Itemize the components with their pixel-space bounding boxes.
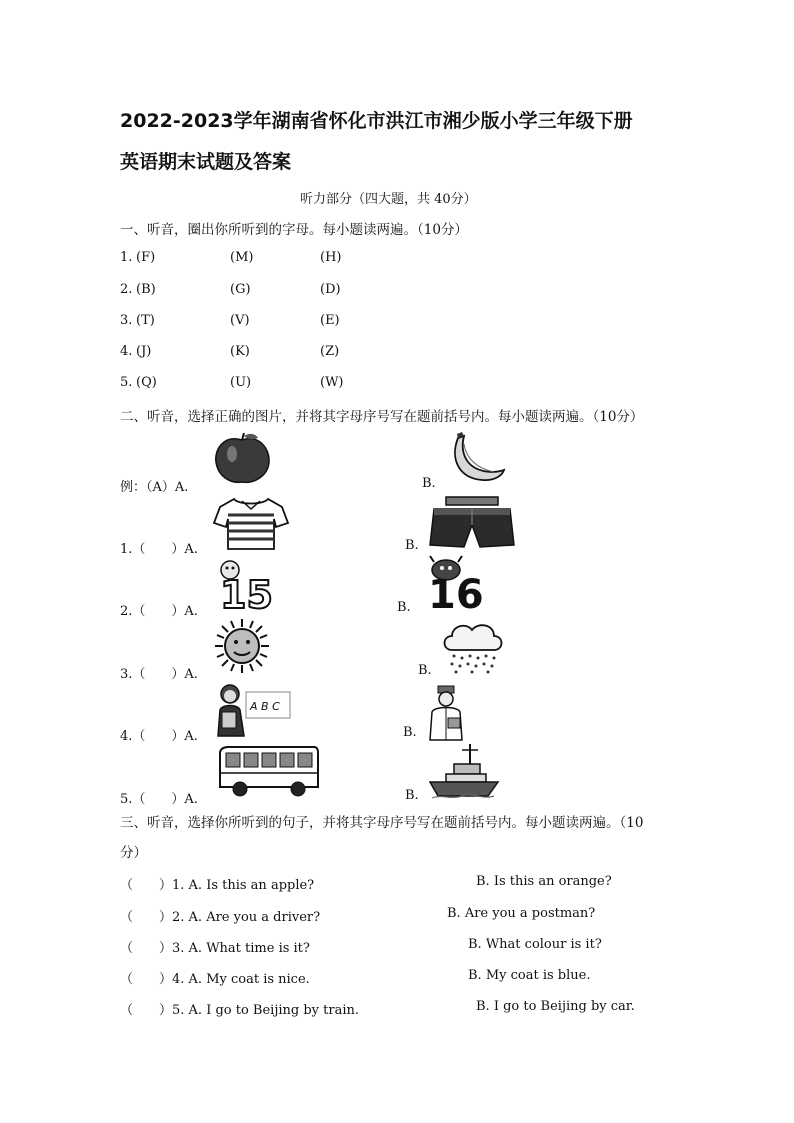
sixteen-text: 16 [428, 572, 484, 618]
option-b: (U) [230, 375, 252, 390]
option-b: (G) [230, 282, 251, 297]
sun-icon [214, 618, 270, 674]
listening-header: 听力部分（四大题，共 40分） [300, 192, 477, 207]
option-a: (T) [136, 313, 155, 328]
rain-cloud-icon [442, 620, 504, 674]
sentence-option-b: B. I go to Beijing by car. [476, 999, 635, 1014]
question-number: 1. [120, 250, 133, 265]
option-c: (H) [320, 250, 342, 265]
q3-b-label: B. [418, 663, 432, 678]
sentence-option-b: B. Are you a postman? [447, 906, 596, 921]
q4-b-label: B. [403, 725, 417, 740]
section2-heading: 二、听音，选择正确的图片，并将其字母序号写在题前括号内。每小题读两遍。（10分） [120, 409, 644, 425]
q1-b-label: B. [405, 538, 419, 553]
q3-prefix: 3.（ ）A. [120, 667, 198, 682]
banana-icon [448, 432, 506, 486]
q2-prefix: 2.（ ）A. [120, 604, 198, 619]
option-a: (F) [136, 250, 156, 265]
sentence-option-a: （ ）5. A. I go to Beijing by train. [120, 1003, 359, 1018]
t-shirt-icon [212, 495, 290, 551]
q5-b-label: B. [405, 788, 419, 803]
question-number: 5. [120, 375, 133, 390]
section3-heading-line2: 分） [120, 845, 147, 861]
fifteen-text: 15 [220, 573, 273, 617]
section3-heading-line1: 三、听音，选择你所听到的句子，并将其字母序号写在题前括号内。每小题读两遍。（10 [120, 815, 644, 831]
sentence-option-a: （ ）3. A. What time is it? [120, 941, 310, 956]
option-b: (K) [230, 344, 250, 359]
shorts-icon [428, 495, 516, 551]
sentence-option-b: B. My coat is blue. [468, 968, 591, 983]
bus-icon [218, 745, 320, 797]
doc-title-line2: 英语期末试题及答案 [120, 151, 292, 173]
option-c: (W) [320, 375, 344, 390]
section1-heading: 一、听音，圈出你所听到的字母。每小题读两遍。（10分） [120, 222, 468, 238]
sentence-option-b: B. Is this an orange? [476, 874, 612, 889]
example-b-label: B. [422, 476, 436, 491]
apple-icon [212, 432, 272, 486]
option-a: (B) [136, 282, 156, 297]
doc-title-line1: 2022-2023学年湖南省怀化市洪江市湘少版小学三年级下册 [120, 110, 633, 132]
option-b: (V) [230, 313, 250, 328]
example-prefix: 例：（A）A. [120, 480, 189, 495]
option-c: (E) [320, 313, 340, 328]
doctor-icon [424, 686, 468, 740]
option-c: (D) [320, 282, 341, 297]
question-number: 3. [120, 313, 133, 328]
abc-text: A B C [250, 700, 280, 713]
teacher-icon [212, 682, 292, 738]
sentence-option-a: （ ）1. A. Is this an apple? [120, 878, 315, 893]
option-b: (M) [230, 250, 254, 265]
option-a: (J) [136, 344, 152, 359]
question-number: 2. [120, 282, 133, 297]
number-fifteen-icon [216, 558, 280, 617]
q4-prefix: 4.（ ）A. [120, 729, 198, 744]
q5-prefix: 5.（ ）A. [120, 792, 198, 807]
q1-prefix: 1.（ ）A. [120, 542, 198, 557]
number-sixteen-icon [424, 556, 498, 618]
sentence-option-a: （ ）4. A. My coat is nice. [120, 972, 310, 987]
sentence-option-b: B. What colour is it? [468, 937, 602, 952]
sentence-option-a: （ ）2. A. Are you a driver? [120, 910, 321, 925]
option-c: (Z) [320, 344, 340, 359]
ship-icon [428, 742, 500, 800]
q2-b-label: B. [397, 600, 411, 615]
option-a: (Q) [136, 375, 157, 390]
question-number: 4. [120, 344, 133, 359]
